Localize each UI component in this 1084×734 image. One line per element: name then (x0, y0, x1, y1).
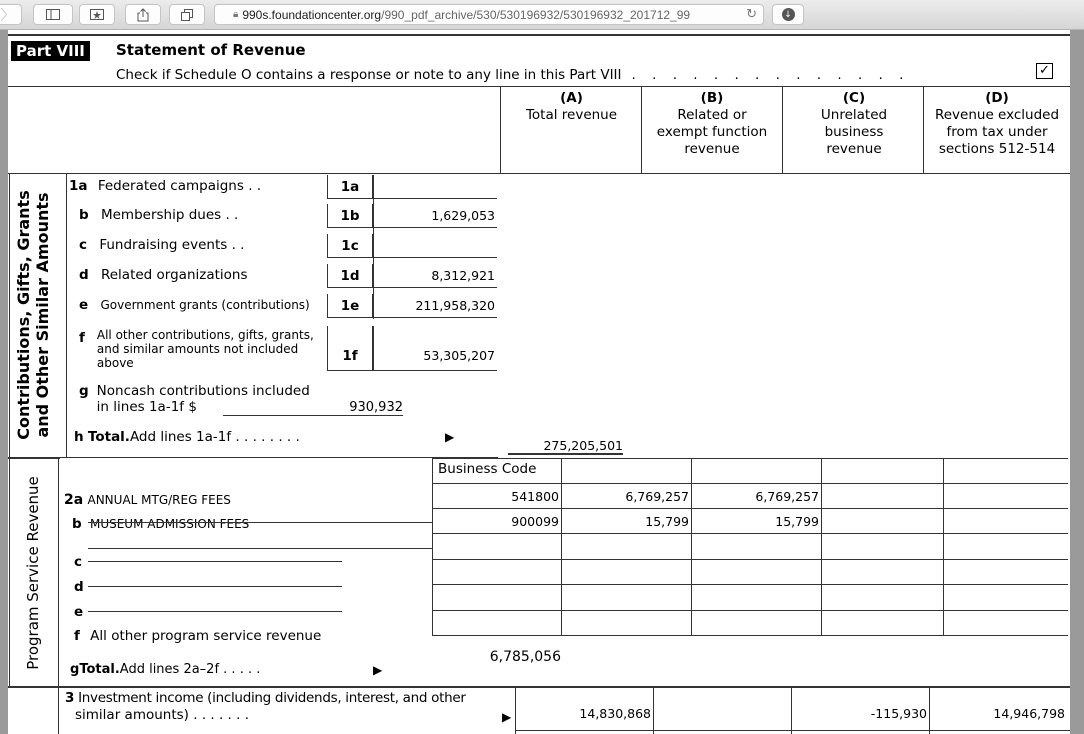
schedule-o-checkbox[interactable]: ✓ (1036, 63, 1053, 79)
column-label: Revenue excluded from tax under sections 512-514 (934, 107, 1060, 157)
divider (433, 559, 1068, 560)
divider (433, 533, 1068, 534)
divider (373, 175, 374, 319)
fill-line (88, 586, 342, 587)
divider (500, 86, 501, 174)
line-2c (74, 554, 82, 570)
line-1e (79, 297, 310, 313)
line-label: MUSEUM ADMISSION FEES (89, 517, 250, 531)
divider (433, 508, 1068, 509)
lock-icon: 🔒︎ (233, 9, 239, 20)
line-letter: 1a (69, 178, 88, 194)
line-label: similar amounts) . . . . . . . (75, 707, 250, 723)
divider (515, 686, 516, 734)
total-contributions-amount: 275,205,501 (508, 438, 623, 455)
line-letter: h (74, 429, 84, 445)
line-2b (72, 516, 249, 532)
share-icon (137, 8, 149, 22)
share-button[interactable] (125, 4, 161, 25)
divider (373, 326, 374, 371)
divider (791, 686, 792, 734)
arrow-icon: ▶ (445, 430, 455, 444)
divider (943, 458, 944, 636)
divider (9, 173, 10, 458)
line-label: Add lines 2a–2f . . . . . (119, 662, 261, 677)
divider (821, 458, 822, 636)
fill-line (88, 522, 433, 523)
column-header-c (804, 90, 904, 158)
column-label: Related or exempt function revenue (656, 107, 768, 157)
address-bar[interactable] (214, 4, 764, 25)
divider (653, 686, 654, 734)
divider (691, 458, 692, 636)
line-1d (79, 267, 248, 283)
line-label: Add lines 1a-1f . . . . . . . . (129, 429, 300, 445)
total-program-service-amount: 6,785,056 (489, 649, 561, 665)
divider (8, 173, 1070, 174)
fill-line (88, 561, 342, 562)
line-2f (74, 628, 321, 644)
column-letter: (C) (842, 90, 866, 106)
line-letter: c (74, 554, 83, 570)
line-label-part: All other contributions, gifts, grants, (96, 328, 314, 342)
leader-dots: . . . . . . . . . . . . . . (631, 67, 910, 83)
divider (433, 483, 1068, 484)
divider (8, 458, 60, 459)
tabs-icon (181, 9, 193, 21)
divider (641, 86, 642, 174)
arrow-icon: ▶ (373, 663, 383, 677)
line-label: Investment income (including dividends, interest, and other (78, 690, 466, 706)
line-1c (79, 237, 244, 253)
business-code-cell: 900099 (511, 514, 559, 529)
column-label: Unrelated business revenue (820, 107, 888, 157)
divider (433, 635, 1068, 636)
line-1f-amount: 53,305,207 (373, 326, 497, 371)
line-1a-amount (373, 175, 497, 199)
column-letter: (D) (985, 90, 1009, 106)
line-letter: 3 (65, 690, 75, 706)
line-1f (79, 328, 314, 370)
total-revenue-cell: 6,769,257 (625, 489, 689, 504)
line-label: All other program service revenue (90, 628, 322, 644)
divider (66, 173, 67, 458)
total-revenue-cell: 15,799 (645, 514, 689, 529)
column-letter: (B) (700, 90, 724, 106)
divider (433, 584, 1068, 585)
line-1e-amount: 211,958,320 (373, 294, 497, 318)
divider (8, 34, 1070, 36)
tabs-button[interactable] (169, 4, 205, 25)
divider (433, 458, 1068, 459)
investment-total-cell: 14,830,868 (579, 706, 651, 721)
line-letter: d (79, 267, 89, 283)
divider (782, 86, 783, 174)
line-3 (65, 690, 495, 724)
line-letter: 2a (64, 492, 84, 508)
divider (8, 86, 1070, 87)
browser-toolbar (0, 0, 1084, 30)
line-letter: e (74, 604, 84, 620)
download-icon: ↓ (782, 8, 795, 21)
column-header-d (926, 90, 1068, 158)
downloads-button[interactable] (772, 4, 804, 25)
line-2e (74, 604, 83, 620)
divider (923, 86, 924, 174)
line-letter: g (79, 383, 89, 399)
investment-unrelated-cell: -115,930 (870, 706, 927, 721)
line-label: Membership dues . . (100, 207, 239, 223)
line-label: Related organizations (100, 267, 248, 283)
url-host: 990s.foundationcenter.org (242, 7, 382, 22)
divider (515, 730, 1070, 731)
line-label (97, 328, 314, 370)
total-label: Total. (79, 662, 120, 677)
divider (432, 458, 433, 636)
column-header-b (656, 90, 768, 158)
noncash-amount: 930,932 (223, 400, 403, 416)
line-code-box: 1d (327, 264, 373, 288)
column-header-a (502, 90, 641, 124)
arrow-icon: ▶ (502, 710, 512, 724)
line-code-box: 1f (327, 326, 373, 371)
line-code-box: 1b (327, 204, 373, 228)
section-label-program-service: Program Service Revenue (24, 476, 42, 670)
line-label: Government grants (contributions) (100, 298, 310, 312)
divider (8, 686, 1070, 688)
business-code-cell: 541800 (511, 489, 559, 504)
chevron-right-icon: 〉 (0, 7, 15, 24)
business-code-header: Business Code (438, 461, 537, 477)
line-label-part: and similar amounts not included (96, 342, 299, 356)
section-label-line: Contributions, Gifts, Grants (14, 190, 33, 440)
line-letter: e (79, 297, 89, 313)
divider (929, 686, 930, 734)
line-letter: g (70, 662, 80, 677)
line-letter: f (74, 628, 80, 644)
line-code-box: 1a (327, 175, 373, 199)
line-letter: b (79, 207, 89, 223)
line-letter: d (74, 579, 84, 595)
line-label: Federated campaigns . . (97, 178, 262, 194)
line-label: Fundraising events . . (99, 237, 245, 253)
line-1h (74, 429, 439, 445)
back-button[interactable] (0, 4, 22, 25)
divider (9, 458, 10, 686)
reload-icon[interactable]: ↻ (743, 6, 757, 22)
line-1d-amount: 8,312,921 (373, 264, 497, 288)
sidebar-button[interactable] (33, 4, 73, 25)
divider (433, 610, 1068, 611)
form-990-page (8, 30, 1070, 734)
schedule-o-check-row (116, 67, 1028, 83)
divider (8, 457, 498, 458)
url-path: /990_pdf_archive/530/530196932/530196932_201712_99 (381, 7, 691, 22)
line-1b-amount: 1,629,053 (373, 204, 497, 228)
total-label: Total. (87, 429, 130, 445)
line-label: ANNUAL MTG/REG FEES (87, 493, 231, 507)
part-title: Statement of Revenue (116, 41, 306, 59)
line-letter: c (79, 237, 88, 253)
column-label: Total revenue (525, 107, 618, 123)
bookmarks-button[interactable] (79, 4, 115, 25)
line-code-box: 1e (327, 294, 373, 318)
schedule-o-check-text: Check if Schedule O contains a response or note to any line in this Part VIII (116, 67, 622, 83)
related-revenue-cell: 15,799 (775, 514, 819, 529)
divider (561, 458, 562, 636)
line-2d (74, 579, 84, 595)
line-1a (69, 178, 261, 194)
line-letter: b (72, 516, 82, 532)
line-label-part: above (96, 356, 134, 370)
divider (58, 458, 59, 734)
line-2a (64, 492, 231, 508)
line-1b (79, 207, 238, 223)
bookmark-icon (90, 9, 104, 20)
section-label-line: and Other Similar Amounts (33, 192, 52, 438)
sidebar-icon (46, 9, 60, 20)
related-revenue-cell: 6,769,257 (755, 489, 819, 504)
fill-line (88, 611, 342, 612)
fill-line (88, 548, 433, 549)
line-1c-amount (373, 234, 497, 258)
line-label-part: in lines 1a-1f $ (96, 399, 197, 415)
investment-excluded-cell: 14,946,798 (993, 706, 1065, 721)
line-label-part: Noncash contributions included (96, 383, 310, 399)
column-letter: (A) (560, 90, 583, 106)
part-badge: Part VIII (11, 41, 90, 61)
line-2g (70, 662, 368, 677)
line-letter: f (79, 330, 85, 346)
section-label-contributions (14, 180, 52, 450)
line-code-box: 1c (327, 234, 373, 258)
